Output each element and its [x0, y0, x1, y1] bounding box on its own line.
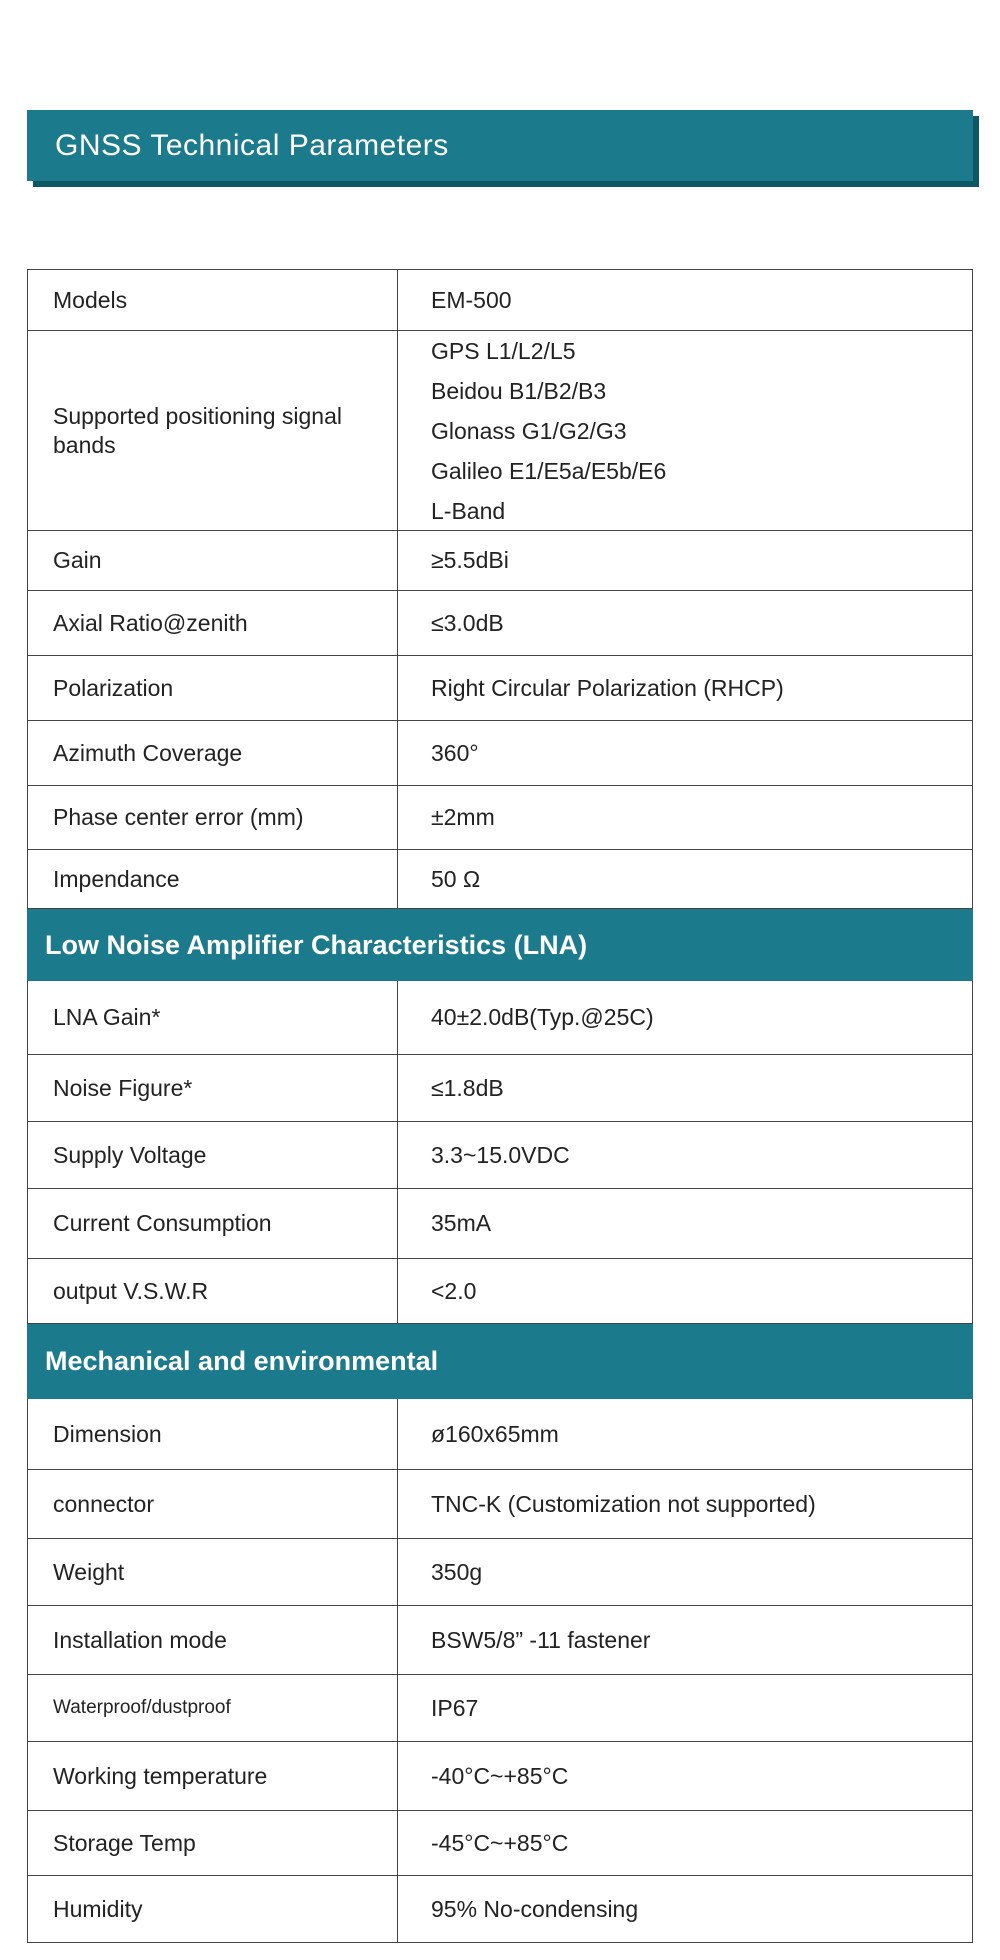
- table-row: [27, 656, 973, 721]
- row-value: TNC-K (Customization not supported): [431, 1490, 816, 1517]
- section-header-lna: Low Noise Amplifier Characteristics (LNA): [27, 909, 973, 981]
- table-row: [27, 1399, 973, 1470]
- table-row: [27, 981, 973, 1055]
- row-label: Noise Figure*: [28, 1055, 398, 1121]
- page-title-bar: [27, 110, 973, 181]
- signal-band-line: Glonass G1/G2/G3: [431, 417, 627, 444]
- signal-band-line: Beidou B1/B2/B3: [431, 377, 607, 404]
- row-value: EM-500: [431, 286, 512, 313]
- table-row: [27, 1189, 973, 1259]
- row-value: 350g: [431, 1558, 483, 1585]
- table-row: [27, 531, 973, 591]
- table-row: [27, 591, 973, 656]
- row-label: Axial Ratio@zenith: [28, 591, 398, 655]
- table-row: [27, 1811, 973, 1876]
- row-label: Working temperature: [28, 1742, 398, 1810]
- row-value: 360°: [431, 739, 479, 766]
- row-label: LNA Gain*: [28, 981, 398, 1054]
- row-label: Polarization: [28, 656, 398, 720]
- row-label: Waterproof/dustproof: [28, 1675, 398, 1741]
- row-value: 35mA: [431, 1210, 492, 1237]
- row-label: Phase center error (mm): [28, 786, 398, 849]
- table-row: [27, 1742, 973, 1811]
- table-row: [27, 1055, 973, 1122]
- row-label: connector: [28, 1470, 398, 1538]
- row-label: Gain: [28, 531, 398, 590]
- row-value: -40°C~+85°C: [431, 1762, 569, 1789]
- row-value: 3.3~15.0VDC: [431, 1141, 570, 1168]
- row-label: Azimuth Coverage: [28, 721, 398, 785]
- table-row: [27, 269, 973, 331]
- row-value: [398, 331, 972, 530]
- row-value: ±2mm: [431, 804, 495, 831]
- row-label: Weight: [28, 1539, 398, 1605]
- row-label: Impendance: [28, 850, 398, 908]
- row-label: Models: [28, 270, 398, 330]
- signal-band-line: Galileo E1/E5a/E5b/E6: [431, 457, 667, 484]
- table-row: [27, 1606, 973, 1675]
- row-value: IP67: [431, 1694, 479, 1721]
- table-row: [27, 1259, 973, 1324]
- table-row: [27, 1675, 973, 1742]
- row-value: 50 Ω: [431, 865, 481, 892]
- signal-band-line: L-Band: [431, 497, 506, 524]
- row-value: ≥5.5dBi: [431, 547, 509, 574]
- row-value: 95% No-condensing: [431, 1895, 639, 1922]
- row-label: output V.S.W.R: [28, 1259, 398, 1323]
- row-value: BSW5/8” -11 fastener: [431, 1626, 651, 1653]
- spec-table: [27, 269, 973, 1943]
- row-value: 40±2.0dB(Typ.@25C): [431, 1004, 654, 1031]
- row-value: -45°C~+85°C: [431, 1829, 569, 1856]
- page-title: GNSS Technical Parameters: [55, 128, 449, 162]
- row-value: ø160x65mm: [431, 1420, 559, 1447]
- table-row: [27, 721, 973, 786]
- table-row: [27, 1122, 973, 1189]
- row-label: Current Consumption: [28, 1189, 398, 1258]
- row-label: Storage Temp: [28, 1811, 398, 1875]
- row-value: <2.0: [431, 1277, 477, 1304]
- row-label: Dimension: [28, 1399, 398, 1469]
- table-row: [27, 331, 973, 531]
- table-row: [27, 1539, 973, 1606]
- row-value: Right Circular Polarization (RHCP): [431, 674, 784, 701]
- row-label: Humidity: [28, 1876, 398, 1942]
- table-row: [27, 1876, 973, 1943]
- row-value: ≤3.0dB: [431, 609, 504, 636]
- section-header-mechanical: Mechanical and environmental: [27, 1324, 973, 1399]
- row-label: Supported positioning signal bands: [28, 331, 398, 530]
- table-row: [27, 850, 973, 909]
- row-label: Supply Voltage: [28, 1122, 398, 1188]
- table-row: [27, 786, 973, 850]
- signal-band-line: GPS L1/L2/L5: [431, 337, 576, 364]
- row-label: Installation mode: [28, 1606, 398, 1674]
- row-value: ≤1.8dB: [431, 1074, 504, 1101]
- table-row: [27, 1470, 973, 1539]
